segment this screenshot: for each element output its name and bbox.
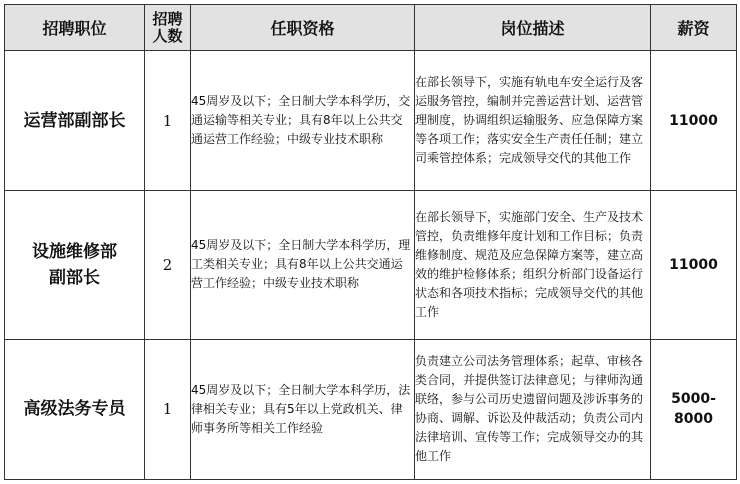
table-row bbox=[5, 51, 737, 191]
recruitment-table bbox=[4, 4, 737, 480]
headcount-cell: 1 bbox=[145, 339, 191, 479]
table-row bbox=[5, 191, 737, 339]
position-title-line2: 副部长 bbox=[49, 267, 100, 288]
position-title: 运营部副部长 bbox=[23, 110, 126, 131]
description-cell: 负责建立公司法务管理体系；起草、审核各类合同，并提供签订法律意见；与律师沟通联络，参与公司历史遗留问题及涉诉事务的协商、调解、诉讼及仲裁活动；负责公司内法律培训、宣传等工作；完成领导交办的其他工作 bbox=[415, 339, 651, 479]
qualification-cell: 45周岁及以下；全日制大学本科学历，法律相关专业；具有5年以上党政机关、律师事务所等相关工作经验 bbox=[191, 339, 415, 479]
salary-value: 11000 bbox=[669, 256, 718, 273]
salary-cell bbox=[651, 51, 737, 191]
salary-range-high: 8000 bbox=[674, 411, 713, 428]
salary-value: 11000 bbox=[669, 112, 718, 129]
header-qualification: 任职资格 bbox=[191, 5, 415, 51]
header-salary: 薪资 bbox=[651, 5, 737, 51]
salary-range-low: 5000- bbox=[671, 391, 716, 408]
header-row bbox=[5, 5, 737, 51]
qualification-cell: 45周岁及以下；全日制大学本科学历，理工类相关专业；具有8年以上公共交通运营工作经验；中级专业技术职称 bbox=[191, 191, 415, 339]
qualification-cell: 45周岁及以下；全日制大学本科学历，交通运输等相关专业；具有8年以上公共交通运营工作经验；中级专业技术职称 bbox=[191, 51, 415, 191]
header-position: 招聘职位 bbox=[5, 5, 145, 51]
position-cell bbox=[5, 51, 145, 191]
header-count bbox=[145, 5, 191, 51]
header-count-line2: 人数 bbox=[152, 26, 183, 45]
header-description: 岗位描述 bbox=[415, 5, 651, 51]
position-title-line1: 设施维修部 bbox=[32, 241, 117, 262]
salary-cell bbox=[651, 339, 737, 479]
position-cell bbox=[5, 339, 145, 479]
position-cell bbox=[5, 191, 145, 339]
headcount-cell: 2 bbox=[145, 191, 191, 339]
position-title: 高级法务专员 bbox=[23, 399, 126, 420]
description-cell: 在部长领导下，实施有轨电车安全运行及客运服务管控，编制并完善运营计划、运营管理制度，协调组织运输服务、应急保障方案等各项工作；落实安全生产责任任制；建立司乘管控体系；完成领导交代的其他工作 bbox=[415, 51, 651, 191]
table-row bbox=[5, 339, 737, 479]
salary-cell bbox=[651, 191, 737, 339]
headcount-cell: 1 bbox=[145, 51, 191, 191]
header-count-line1: 招聘 bbox=[152, 9, 183, 28]
description-cell: 在部长领导下，实施部门安全、生产及技术管控，负责维修年度计划和工作目标；负责维修制度、规范及应急保障方案等，建立高效的维护检修体系；组织分析部门设备运行状态和各项技术指标；完成领导交代的其他工作 bbox=[415, 191, 651, 339]
